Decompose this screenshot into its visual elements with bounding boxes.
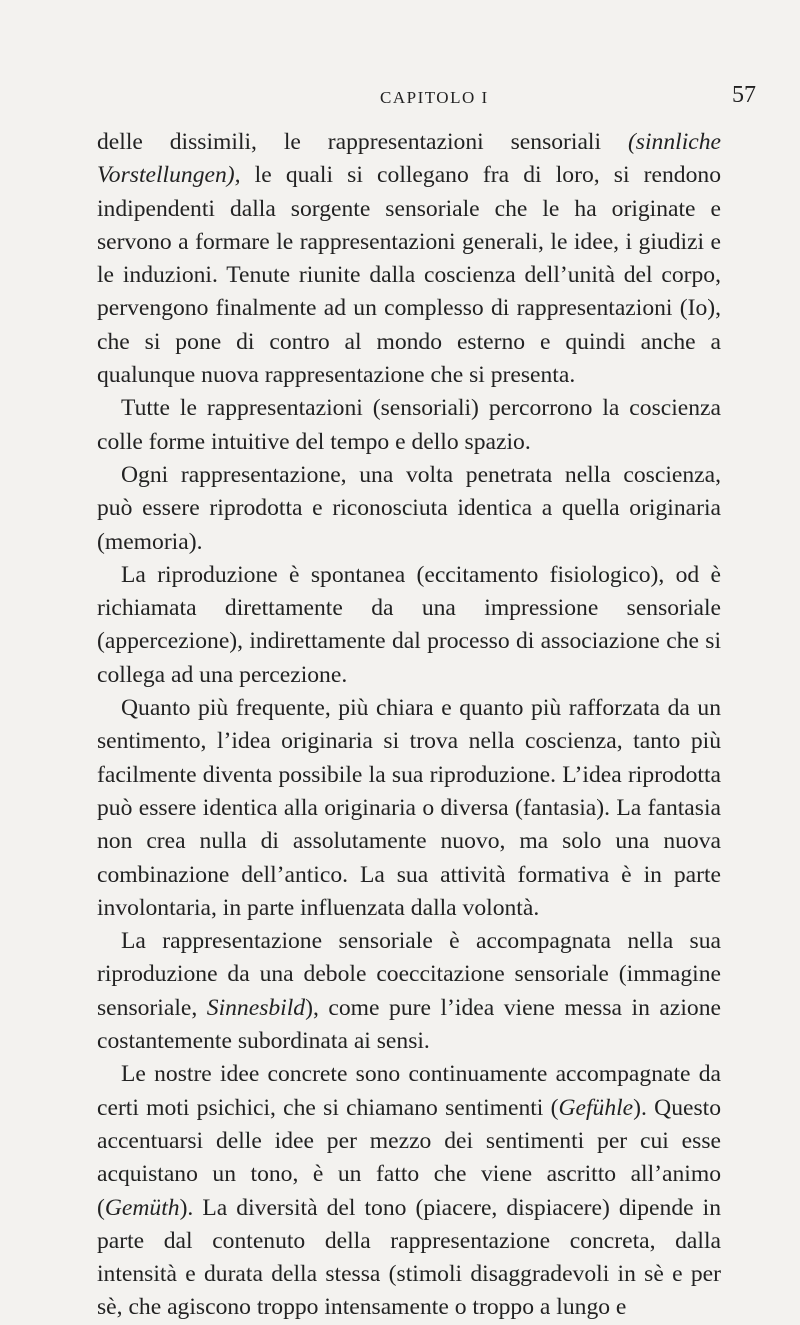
text-run: ). La diversità del tono (piacere, dispiacere) dipende in parte dal contenuto della rappresentazione concreta, dalla intensità e durata della stessa (stimoli disaggradevoli in sè e per sè, che agiscono troppo intensamente o troppo a lungo e	[97, 1194, 721, 1321]
running-header	[40, 82, 760, 114]
italic-term: Sinnesbild	[206, 994, 306, 1021]
paragraph	[97, 459, 721, 559]
italic-term: Gefühle	[558, 1094, 634, 1121]
paragraph	[97, 1058, 721, 1324]
text-run: Tutte le rappresentazioni (sensoriali) percorrono la coscienza colle forme intuitive del tempo e dello spazio.	[97, 395, 721, 455]
body-text	[97, 126, 721, 1325]
paragraph	[97, 126, 721, 392]
paragraph	[97, 692, 721, 925]
text-run: Le nostre idee concrete sono continuamente accompagnate da certi moti psichici, che si chiamano sentimenti (	[97, 1061, 721, 1121]
page-number: 57	[732, 82, 756, 108]
italic-term: Gemüth	[104, 1194, 180, 1221]
text-run: Ogni rappresentazione, una volta penetrata nella coscienza, può essere riprodotta e riconosciuta identica a quella originaria (memoria).	[97, 461, 721, 555]
paragraph	[97, 925, 721, 1058]
paragraph	[97, 559, 721, 692]
text-run: ), come pure l’idea viene messa in azione costantemente subordinata ai sensi.	[97, 994, 722, 1055]
text-run: ). Questo accentuarsi delle idee per mezzo dei sentimenti per cui esse acquistano un tono, è un fatto che viene ascritto all’animo (	[97, 1094, 721, 1221]
italic-term: (sinnliche Vorstellungen),	[97, 129, 721, 189]
text-run: La rappresentazione sensoriale è accompagnata nella sua riproduzione da una debole coeccitazione sensoriale (immagine sensoriale,	[97, 928, 721, 1021]
text-run: le quali si collegano fra di loro, si rendono indipendenti dalla sorgente sensoriale che le ha originate e servono a formare le rappresentazioni generali, le idee, i giudizi e le induzioni. Tenute riunite dalla coscienza dell’unità del corpo, pervengono finalmente ad un complesso di rappresentazioni (Io), che si pone di contro al mondo esterno e quindi anche a qualunque nuova rappresentazione che si presenta.	[97, 162, 721, 389]
text-run: delle dissimili, le rappresentazioni sensoriali	[97, 129, 628, 155]
paragraph	[97, 392, 721, 459]
text-run: La riproduzione è spontanea (eccitamento fisiologico), od è richiamata direttamente da una impressione sensoriale (appercezione), indirettamente dal processo di associazione che si collega ad una percezione.	[97, 561, 721, 688]
chapter-title: CAPITOLO I	[380, 88, 489, 107]
text-run: Quanto più frequente, più chiara e quanto più rafforzata da un sentimento, l’idea originaria si trova nella coscienza, tanto più facilmente diventa possibile la sua riproduzione. L’idea riprodotta può essere identica alla originaria o diversa (fantasia). La fantasia non crea nulla di assolutamente nuovo, ma solo una nuova combinazione dell’antico. La sua attività formativa è in parte involontaria, in parte influenzata dalla volontà.	[97, 695, 721, 921]
